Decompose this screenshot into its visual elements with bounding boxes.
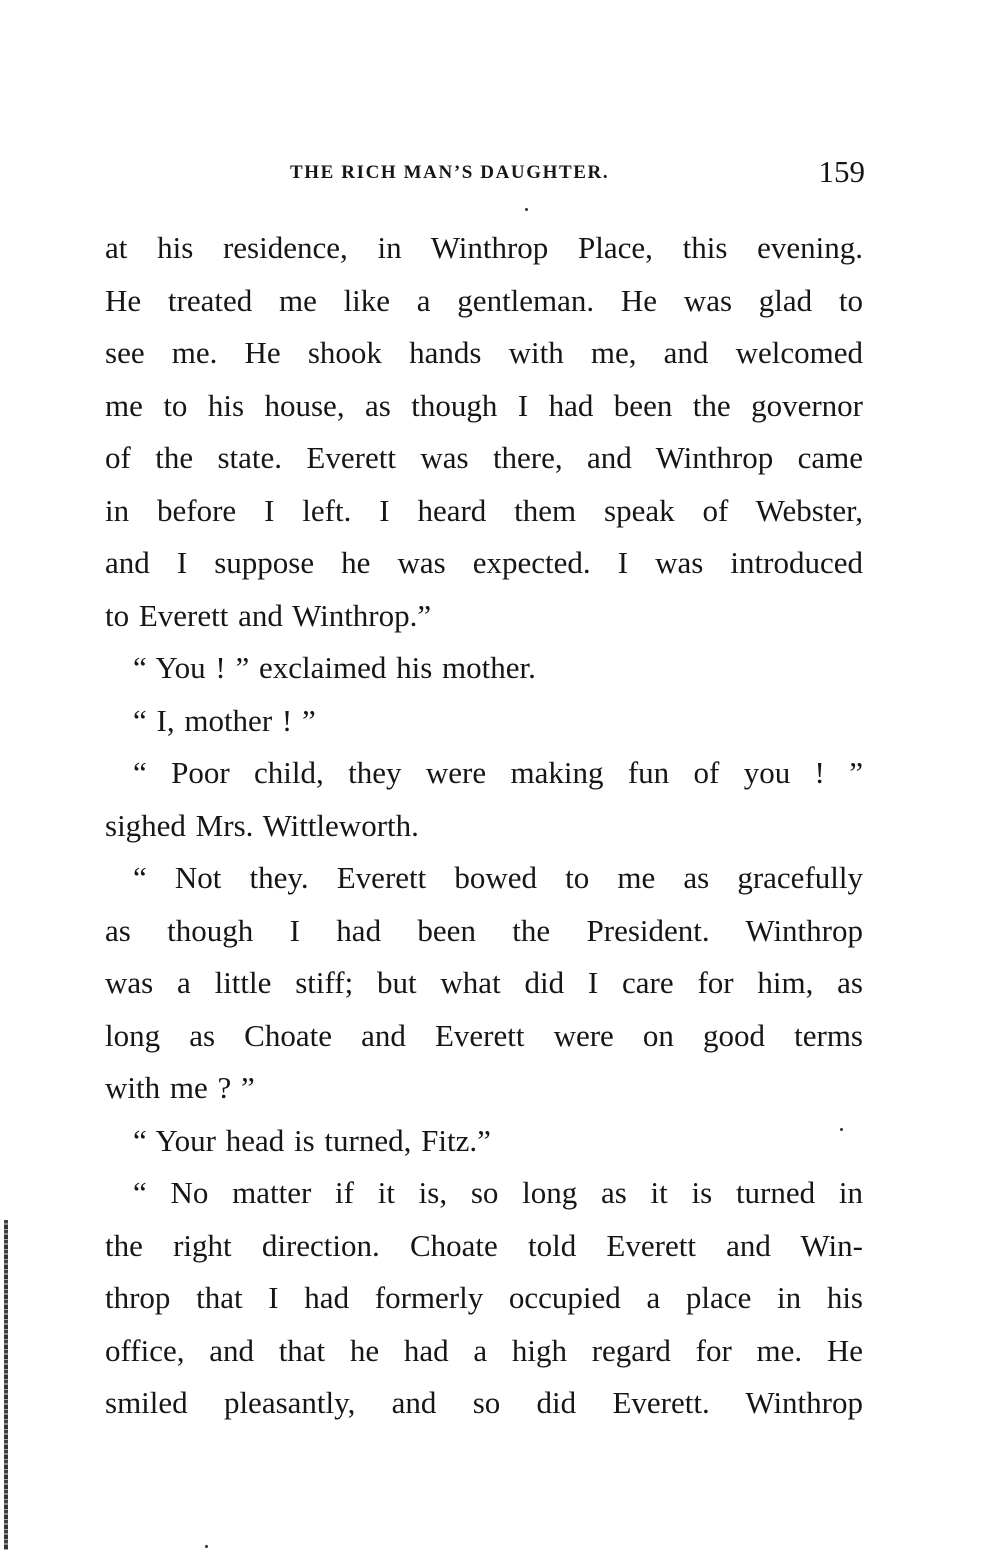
text-line: “ Your head is turned, Fitz.” bbox=[133, 1122, 491, 1158]
text-line: was a little stiff; but what did I care for him, as bbox=[105, 965, 863, 1000]
text-line: office, and that he had a high regard for me. He bbox=[105, 1332, 863, 1368]
text-line: “ I, mother ! ” bbox=[133, 702, 316, 738]
text-line: “ You ! ” exclaimed his mother. bbox=[133, 650, 536, 685]
text-line: me to his house, as though I had been the governor bbox=[105, 387, 863, 423]
scan-speck bbox=[205, 1545, 208, 1548]
text-line: “ Not they. Everett bowed to me as gracefully bbox=[133, 860, 863, 895]
text-line: in before I left. I heard them speak of Webster, bbox=[105, 492, 863, 528]
text-line: sighed Mrs. Wittleworth. bbox=[105, 807, 419, 843]
text-line: see me. He shook hands with me, and welcomed bbox=[105, 335, 863, 370]
text-line: with me ? ” bbox=[105, 1070, 255, 1105]
page-number: 159 bbox=[818, 154, 865, 189]
text-line: long as Choate and Everett were on good terms bbox=[105, 1017, 863, 1053]
text-line: to Everett and Winthrop.” bbox=[105, 597, 432, 633]
text-line: the right direction. Choate told Everett and Win- bbox=[105, 1227, 863, 1263]
text-line: “ Poor child, they were making fun of you ! ” bbox=[133, 755, 863, 790]
text-line: “ No matter if it is, so long as it is turned in bbox=[133, 1175, 863, 1210]
text-line: He treated me like a gentleman. He was glad to bbox=[105, 282, 863, 318]
text-line: throp that I had formerly occupied a place in his bbox=[105, 1280, 863, 1315]
text-line: smiled pleasantly, and so did Everett. Winthrop bbox=[105, 1385, 863, 1420]
page-header bbox=[105, 150, 865, 194]
text-line: at his residence, in Winthrop Place, this evening. bbox=[105, 230, 863, 265]
body-text bbox=[105, 222, 863, 1430]
scan-speck bbox=[525, 208, 528, 211]
scan-speck bbox=[840, 1128, 843, 1131]
text-line: of the state. Everett was there, and Winthrop came bbox=[105, 440, 863, 475]
text-line: and I suppose he was expected. I was introduced bbox=[105, 545, 863, 580]
scan-binding-edge bbox=[4, 1220, 8, 1550]
running-head: THE RICH MAN’S DAUGHTER. bbox=[290, 162, 610, 183]
text-line: as though I had been the President. Winthrop bbox=[105, 912, 863, 948]
